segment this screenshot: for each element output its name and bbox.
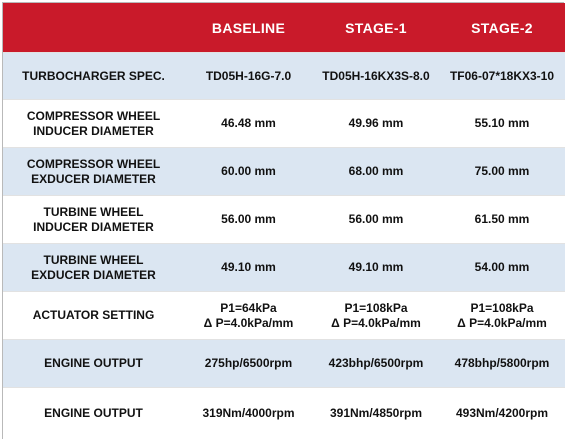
value-text: 56.00 mm	[221, 212, 276, 226]
value-text: P1=108kPa	[470, 300, 534, 315]
table-row	[3, 53, 565, 100]
row-label-cell	[3, 148, 184, 196]
value-text: 478bhp/5800rpm	[454, 356, 550, 370]
value-text: 49.96 mm	[348, 116, 404, 130]
value-cell-stage-2	[439, 148, 565, 196]
value-text: 391Nm/4850rpm	[329, 406, 423, 421]
value-text: 275hp/6500rpm	[204, 356, 293, 370]
header-stage-1: STAGE-1	[313, 3, 439, 53]
table-header-row	[3, 3, 565, 53]
value-cell-stage-2	[439, 388, 565, 440]
value-text: Δ P=4.0kPa/mm	[203, 315, 294, 330]
value-text: 68.00 mm	[348, 164, 404, 178]
value-text: 49.10 mm	[221, 260, 276, 274]
value-text: 46.48 mm	[221, 116, 276, 130]
table-row	[3, 148, 565, 196]
row-label-cell	[3, 53, 184, 100]
row-label-text: EXDUCER DIAMETER	[31, 171, 156, 186]
value-cell-stage-2	[439, 100, 565, 148]
row-label-text: ENGINE OUTPUT	[44, 356, 143, 370]
value-cell-stage-1	[313, 148, 439, 196]
value-cell-baseline	[184, 196, 313, 244]
value-text: 493Nm/4200rpm	[455, 406, 549, 421]
row-label-cell	[3, 388, 184, 440]
value-cell-baseline	[184, 388, 313, 440]
table-row	[3, 388, 565, 440]
value-text: P1=64kPa	[220, 300, 277, 315]
value-cell-stage-2	[439, 340, 565, 388]
value-cell-stage-1	[313, 196, 439, 244]
header-stage-2: STAGE-2	[439, 3, 565, 53]
value-cell-stage-1	[313, 53, 439, 100]
row-label-text: EXDUCER DIAMETER	[31, 267, 156, 282]
header-baseline: BASELINE	[184, 3, 313, 53]
table-row	[3, 244, 565, 292]
value-cell-baseline	[184, 340, 313, 388]
value-cell-baseline	[184, 244, 313, 292]
row-label-text: TURBINE WHEEL	[43, 252, 144, 267]
table-row	[3, 100, 565, 148]
turbo-spec-comparison-table	[3, 3, 565, 440]
table-row	[3, 340, 565, 388]
value-text: 56.00 mm	[348, 212, 404, 226]
row-label-cell	[3, 340, 184, 388]
value-text: TD05H-16G-7.0	[205, 68, 292, 83]
value-cell-stage-2	[439, 244, 565, 292]
value-cell-stage-2	[439, 292, 565, 340]
row-label-text: COMPRESSOR WHEEL	[26, 156, 161, 171]
value-text: TD05H-16KX3S-8.0	[322, 68, 430, 83]
value-text: 75.00 mm	[474, 164, 530, 178]
header-corner-cell	[3, 3, 184, 53]
value-cell-stage-1	[313, 244, 439, 292]
row-label-text: TURBINE WHEEL	[43, 204, 144, 219]
spec-comparison-table-frame	[2, 2, 564, 439]
value-text: Δ P=4.0kPa/mm	[457, 315, 547, 330]
row-label-text: ENGINE OUTPUT	[44, 406, 143, 421]
table-row	[3, 292, 565, 340]
value-cell-stage-1	[313, 292, 439, 340]
row-label-text: INDUCER DIAMETER	[33, 219, 154, 234]
value-text: 54.00 mm	[474, 260, 530, 274]
value-cell-baseline	[184, 53, 313, 100]
row-label-cell	[3, 100, 184, 148]
table-body	[3, 53, 565, 440]
value-text: 60.00 mm	[221, 164, 276, 178]
value-text: TF06-07*18KX3-10	[449, 68, 555, 83]
row-label-cell	[3, 292, 184, 340]
value-text: 319Nm/4000rpm	[202, 406, 295, 421]
value-text: Δ P=4.0kPa/mm	[331, 315, 421, 330]
value-cell-baseline	[184, 100, 313, 148]
row-label-text: INDUCER DIAMETER	[33, 123, 154, 138]
value-text: 49.10 mm	[348, 260, 404, 274]
row-label-text: TURBOCHARGER SPEC.	[22, 68, 165, 83]
value-text: 61.50 mm	[474, 212, 530, 226]
row-label-text: ACTUATOR SETTING	[32, 308, 155, 322]
value-cell-stage-1	[313, 340, 439, 388]
row-label-cell	[3, 196, 184, 244]
value-cell-baseline	[184, 292, 313, 340]
table-row	[3, 196, 565, 244]
value-text: 423bhp/6500rpm	[328, 356, 424, 370]
value-cell-baseline	[184, 148, 313, 196]
row-label-cell	[3, 244, 184, 292]
value-cell-stage-1	[313, 388, 439, 440]
value-text: 55.10 mm	[474, 116, 530, 130]
value-cell-stage-1	[313, 100, 439, 148]
value-text: P1=108kPa	[344, 300, 408, 315]
value-cell-stage-2	[439, 196, 565, 244]
row-label-text: COMPRESSOR WHEEL	[26, 108, 161, 123]
value-cell-stage-2	[439, 53, 565, 100]
